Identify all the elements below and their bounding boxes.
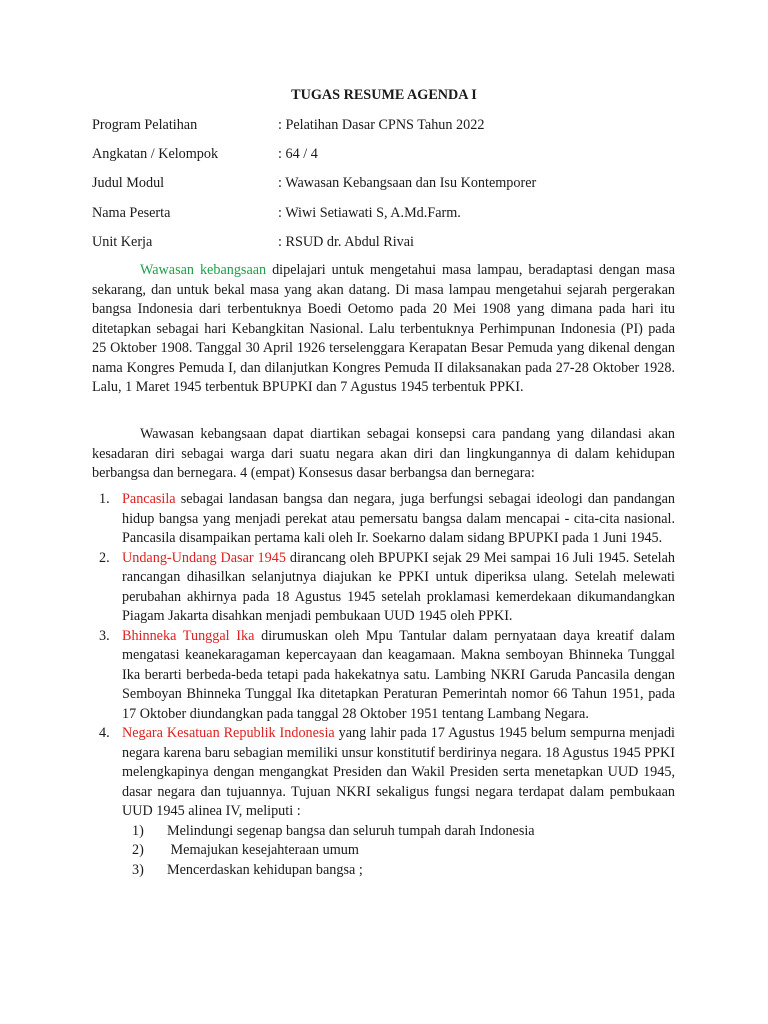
list-item-text: yang lahir pada 17 Agustus 1945 belum sempurna menjadi negara karena baru sebagian memiliki unsur konstitutif berdirinya negara. 18 Agustus 1945 PPKI melengkapinya dengan mengangkat Presiden dan Wakil Presiden serta menetapkan UUD 1945, dasar negara dan tujuannya. Tujuan NKRI sekaligus fungsi negara terdapat dalam pembukaan UUD 1945 alinea IV, meliputi : [122, 725, 676, 819]
sub-list-item [122, 861, 675, 881]
info-value: : Pelatihan Dasar CPNS Tahun 2022 [278, 117, 485, 133]
info-label: Unit Kerja [92, 233, 153, 250]
sub-list-number: 1) [132, 822, 144, 839]
paragraph-text: dipelajari untuk mengetahui masa lampau, beradaptasi dengan masa sekarang, dan untuk bekal masa yang akan datang. Di masa lampau mengetahui sejarah pergerakan bangsa Indonesia dari terbentuknya Boedi Oetomo pada 20 Mei 1908 yang dimana pada hari itu ditetapkan sebagai hari Kebangkitan Nasional. Lalu terbentuknya Perhimpunan Indonesia (PI) pada 25 Oktober 1908. Tanggal 30 April 1926 terselenggara Kerapatan Besar Pemuda yang dikenal dengan nama Kongres Pemuda I, dan dilanjutkan Kongres Pemuda II dilaksanakan pada 27-28 Oktober 1928. Lalu, 1 Maret 1945 terbentuk BPUPKI dan 7 Agustus 1945 terbentuk PPKI. [92, 262, 675, 395]
highlight-term: Pancasila [122, 491, 176, 507]
sub-list-text: Mencerdaskan kehidupan bangsa ; [167, 861, 363, 878]
list-number: 1. [99, 491, 110, 507]
info-label: Program Pelatihan [92, 117, 198, 133]
info-label: Judul Modul [92, 175, 165, 192]
info-label: Nama Peserta [92, 204, 171, 221]
sub-list-item [122, 841, 675, 861]
sub-list-text: Melindungi segenap bangsa dan seluruh tumpah darah Indonesia [167, 822, 535, 839]
list-item [92, 549, 675, 627]
sub-list-number: 2) [132, 842, 144, 858]
list-item [92, 627, 675, 725]
info-row [92, 146, 692, 175]
list-number: 3. [99, 627, 110, 644]
highlight-term: Bhinneka Tunggal Ika [122, 627, 255, 644]
info-value: : RSUD dr. Abdul Rivai [278, 233, 414, 250]
info-label: Angkatan / Kelompok [92, 146, 219, 163]
info-row [92, 117, 692, 146]
sub-list [122, 822, 675, 881]
intro-paragraph [92, 261, 675, 398]
highlight-term: Negara Kesatuan Republik Indonesia [122, 725, 335, 741]
highlight-term: Undang-Undang Dasar 1945 [122, 549, 286, 566]
list-number: 4. [99, 725, 110, 741]
list-item-text: sebagai landasan bangsa dan negara, juga berfungsi sebagai ideologi dan pandangan hidup bangsa yang menjadi perekat atau pemersatu bangsa dalam mencapai - cita-cita nasional. Pancasila disampaikan pertama kali oleh Ir. Soekarno dalam sidang BPUPKI pada 1 Juni 1945. [122, 491, 675, 546]
info-row [92, 234, 692, 263]
sub-list-item [122, 822, 675, 842]
info-row [92, 205, 692, 234]
document-title: TUGAS RESUME AGENDA I [291, 87, 477, 103]
info-value: : 64 / 4 [278, 146, 318, 163]
list-number: 2. [99, 549, 110, 566]
definition-paragraph: Wawasan kebangsaan dapat diartikan sebagai konsepsi cara pandang yang dilandasi akan kesadaran diri sebagai warga dari suatu negara akan diri dan lingkungannya di dalam kehidupan berbangsa dan bernegara. 4 (empat) Konsesus dasar berbangsa dan bernegara: [92, 426, 675, 481]
sub-list-text: Memajukan kesejahteraan umum [167, 842, 359, 858]
list-item-text: dirumuskan oleh Mpu Tantular dalam pernyataan daya kreatif dalam mengatasi keanekaragaman kepercayaan dan keagamaan. Makna semboyan Bhinneka Tunggal Ika berarti berbeda-beda tetapi pada hakekatnya satu. Lambing NKRI Garuda Pancasila dengan Semboyan Bhinneka Tunggal Ika ditetapkan Peraturan Pemerintah nomor 66 Tahun 1951, pada 17 Oktober diundangkan pada tanggal 28 Oktober 1951 tentang Lambang Negara. [122, 627, 676, 722]
info-value: : Wiwi Setiawati S, A.Md.Farm. [278, 204, 461, 221]
info-row [92, 175, 692, 204]
info-table [92, 117, 692, 263]
list-item-text: dirancang oleh BPUPKI sejak 29 Mei sampai 16 Juli 1945. Setelah rancangan dihasilkan selanjutnya diajukan ke PPKI untuk diperiksa ulang. Setelah melewati perubahan akhirnya pada 18 Agustus 1945 setelah proklamasi kemerdekaan dikumandangkan Piagam Jakarta disahkan menjadi pembukaan UUD 1945 oleh PPKI. [122, 549, 675, 624]
consensus-list [92, 490, 675, 880]
info-value: : Wawasan Kebangsaan dan Isu Kontemporer [278, 175, 537, 192]
list-item [92, 724, 675, 880]
sub-list-number: 3) [132, 861, 144, 878]
list-item [92, 490, 675, 549]
highlight-term: Wawasan kebangsaan [140, 262, 267, 278]
